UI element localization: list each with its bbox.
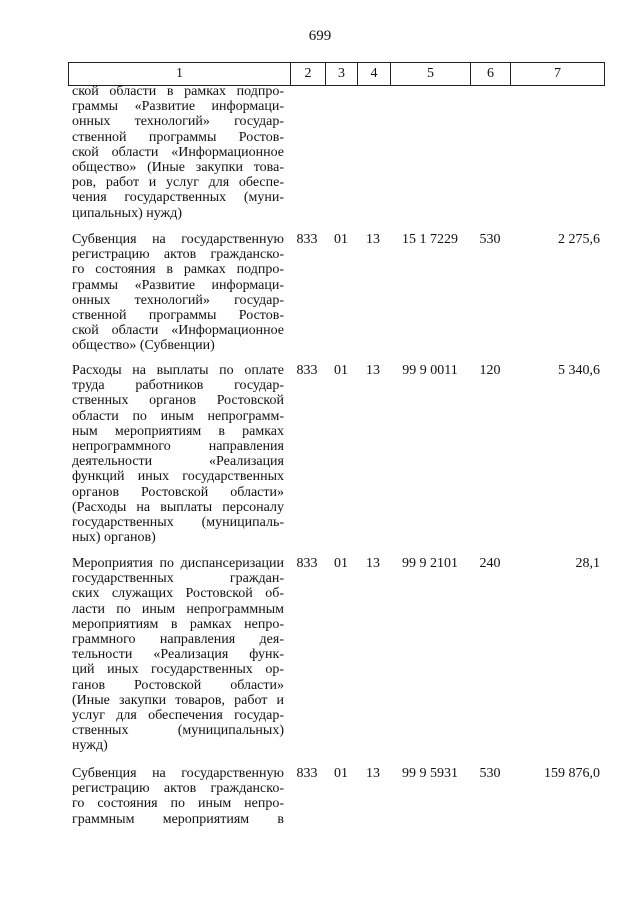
cell-expense-type: 530: [479, 232, 501, 247]
description-line: общество» (Субвенции): [72, 338, 215, 354]
column-header-7: 7: [511, 63, 605, 86]
cell-expense-type: 240: [479, 556, 501, 571]
description-line: (Расходы на выплаты персоналу: [72, 499, 284, 515]
cell-target-article: 15 1 7229: [402, 232, 458, 247]
column-header-2: 2: [291, 63, 326, 86]
description-line: ций иных государственных ор-: [72, 662, 284, 678]
cell-section: 01: [334, 766, 348, 781]
row-description: [72, 84, 284, 221]
description-line: ственной программы Ростов-: [72, 308, 284, 324]
description-line: ных) органов): [72, 530, 156, 546]
description-line: непрограммного направления: [72, 439, 284, 455]
description-line: тельности «Реализация функ-: [72, 647, 284, 663]
description-line: Субвенция на государственную: [72, 766, 284, 781]
cell-target-article: 99 9 5931: [402, 766, 458, 781]
description-line: ской области «Информационное: [72, 144, 284, 160]
description-line: граммным мероприятиям в: [72, 811, 284, 827]
cell-subsection: 13: [366, 766, 380, 781]
cell-section: 01: [334, 556, 348, 571]
cell-target-article: 99 9 2101: [402, 556, 458, 571]
description-line: регистрацию актов гражданско-: [72, 247, 284, 263]
cell-expense-type: 530: [479, 766, 501, 781]
cell-subsection: 13: [366, 556, 380, 571]
description-line: ских служащих Ростовской об-: [72, 586, 284, 602]
description-line: ственной программы Ростов-: [72, 129, 284, 145]
column-header-row: [69, 63, 605, 86]
description-line: граммы «Развитие информаци-: [72, 99, 284, 115]
description-line: граммного направления дея-: [72, 632, 284, 648]
description-line: ской области в рамках подпро-: [72, 84, 284, 99]
cell-amount: 2 275,6: [558, 232, 600, 247]
description-line: ципальных) нужд): [72, 205, 183, 221]
description-line: государственных граждан-: [72, 571, 284, 587]
description-line: онных технологий» государ-: [72, 292, 284, 308]
description-line: услуг для обеспечения государ-: [72, 708, 284, 724]
cell-section: 01: [334, 232, 348, 247]
description-line: труда работников государ-: [72, 378, 284, 394]
row-description: [72, 556, 284, 754]
description-line: го состояния в рамках подпро-: [72, 262, 284, 278]
description-line: деятельности «Реализация: [72, 454, 284, 470]
column-header-3: 3: [326, 63, 358, 86]
cell-amount: 5 340,6: [558, 363, 600, 378]
row-description: [72, 363, 284, 545]
description-line: регистрацию актов гражданско-: [72, 781, 284, 797]
cell-amount: 28,1: [575, 556, 600, 571]
description-line: ственных органов Ростовской: [72, 393, 284, 409]
description-line: ской области «Информационное: [72, 323, 284, 339]
cell-ministry-code: 833: [296, 232, 318, 247]
column-header-6: 6: [471, 63, 511, 86]
description-line: Мероприятия по диспансеризации: [72, 556, 284, 571]
description-line: онных технологий» государ-: [72, 114, 284, 130]
description-line: Субвенция на государственную: [72, 232, 284, 247]
description-line: функций иных государственных: [72, 469, 284, 485]
cell-section: 01: [334, 363, 348, 378]
column-header-4: 4: [358, 63, 391, 86]
description-line: Расходы на выплаты по оплате: [72, 363, 284, 378]
description-line: ным мероприятиям в рамках: [72, 423, 284, 439]
description-line: нужд): [72, 738, 108, 754]
column-header-1: 1: [69, 63, 291, 86]
description-line: (Иные закупки товаров, работ и: [72, 692, 284, 708]
cell-ministry-code: 833: [296, 766, 318, 781]
cell-ministry-code: 833: [296, 556, 318, 571]
description-line: ласти по иным непрограммным: [72, 601, 284, 617]
cell-expense-type: 120: [479, 363, 501, 378]
description-line: области по иным непрограмм-: [72, 408, 284, 424]
column-header-table: [68, 62, 605, 86]
row-description: [72, 232, 284, 354]
description-line: чения государственных (муни-: [72, 190, 284, 206]
description-line: ганов Ростовской области»: [72, 677, 284, 693]
cell-amount: 159 876,0: [544, 766, 600, 781]
description-line: органов Ростовской области»: [72, 484, 284, 500]
description-line: го состояния по иным непро-: [72, 796, 284, 812]
page-number: 699: [308, 28, 332, 44]
cell-subsection: 13: [366, 363, 380, 378]
cell-target-article: 99 9 0011: [402, 363, 458, 378]
description-line: мероприятиям в рамках непро-: [72, 616, 284, 632]
cell-ministry-code: 833: [296, 363, 318, 378]
description-line: ров, работ и услуг для обеспе-: [72, 175, 284, 191]
row-description: [72, 766, 284, 827]
cell-subsection: 13: [366, 232, 380, 247]
column-header-5: 5: [391, 63, 471, 86]
description-line: государственных (муниципаль-: [72, 515, 284, 531]
description-line: ственных (муниципальных): [72, 723, 284, 739]
description-line: граммы «Развитие информаци-: [72, 277, 284, 293]
description-line: общество» (Иные закупки това-: [72, 160, 284, 176]
